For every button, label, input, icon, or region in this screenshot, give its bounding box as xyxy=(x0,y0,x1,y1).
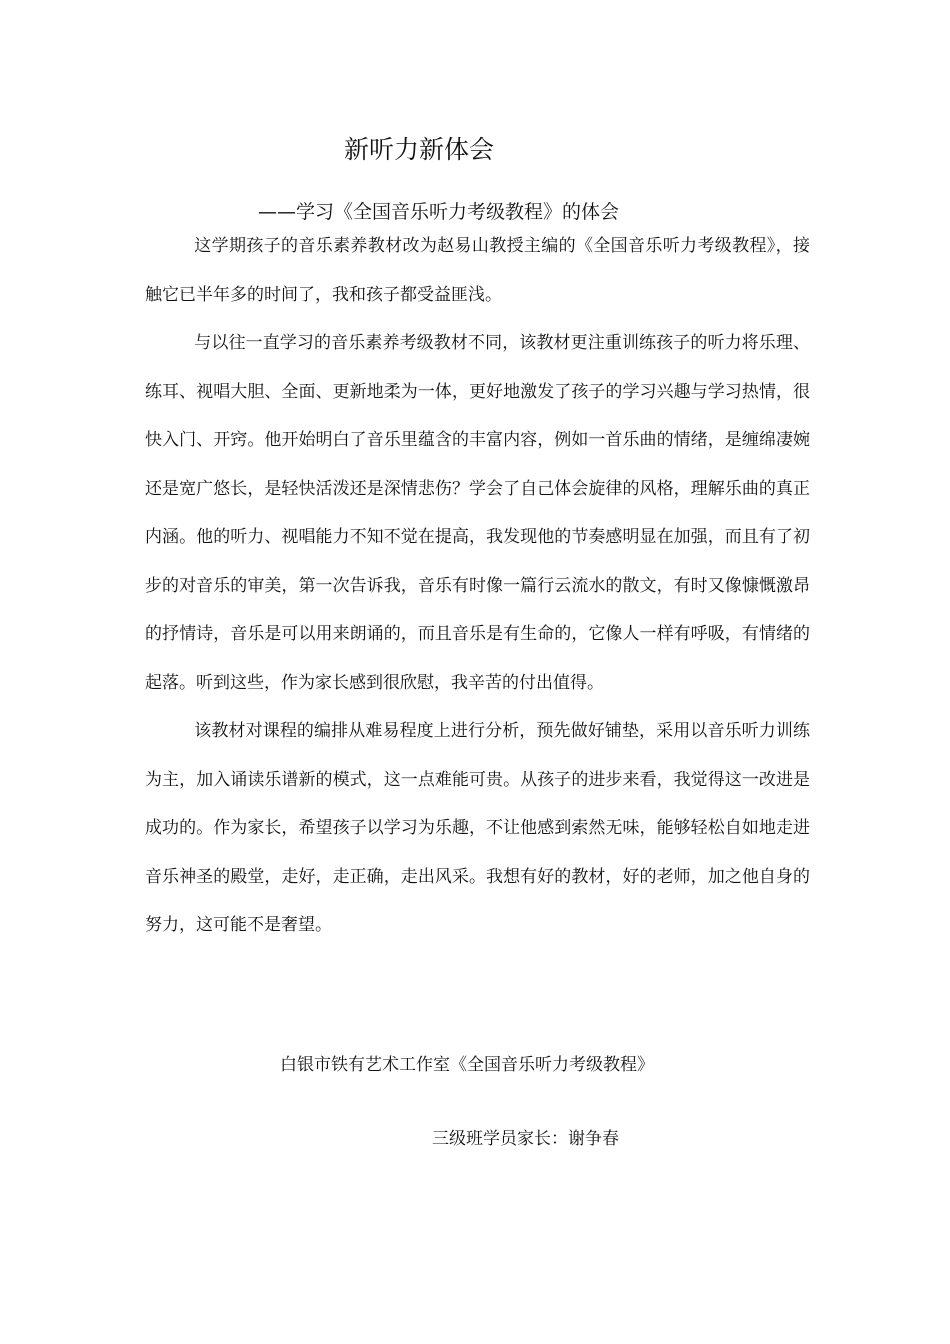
document-subtitle: ——学习《全国音乐听力考级教程》的体会 xyxy=(258,201,620,223)
organization-signature: 白银市铁有艺术工作室《全国音乐听力考级教程》 xyxy=(280,1055,654,1075)
paragraph-2: 与以往一直学习的音乐素养考级教材不同，该教材更注重训练孩子的听力将乐理、练耳、视唱大胆、全面、更新地柔为一体，更好地激发了孩子的学习兴趣与学习热情，很快入门、开窍。他开始明白了音乐里蕴含的丰富内容，例如一首乐曲的情绪，是缠绵凄婉还是宽广悠长，是轻快活泼还是深情悲伤？学会了自己体会旋律的风格，理解乐曲的真正内涵。他的听力、视唱能力不知不觉在提高，我发现他的节奏感明显在加强，而且有了初步的对音乐的审美，第一次告诉我，音乐有时像一篇行云流水的散文，有时又像慷慨激昂的抒情诗，音乐是可以用来朗诵的，而且音乐是有生命的，它像人一样有呼吸，有情绪的起落。听到这些，作为家长感到很欣慰，我辛苦的付出值得。 xyxy=(145,333,810,693)
document-body xyxy=(145,222,810,950)
paragraph-3: 该教材对课程的编排从难易程度上进行分析，预先做好铺垫，采用以音乐听力训练为主，加入诵读乐谱新的模式，这一点难能可贵。从孩子的进步来看，我觉得这一改进是成功的。作为家长，希望孩子以学习为乐趣，不让他感到索然无味，能够轻松自如地走进音乐神圣的殿堂，走好，走正确，走出风采。我想有好的教材，好的老师，加之他自身的努力，这可能不是奢望。 xyxy=(145,721,810,935)
document-title: 新听力新体会 xyxy=(344,135,495,164)
paragraph-1: 这学期孩子的音乐素养教材改为赵易山教授主编的《全国音乐听力考级教程》，接触它已半年多的时间了，我和孩子都受益匪浅。 xyxy=(145,236,810,305)
author-signature: 三级班学员家长：谢争春 xyxy=(432,1129,619,1149)
